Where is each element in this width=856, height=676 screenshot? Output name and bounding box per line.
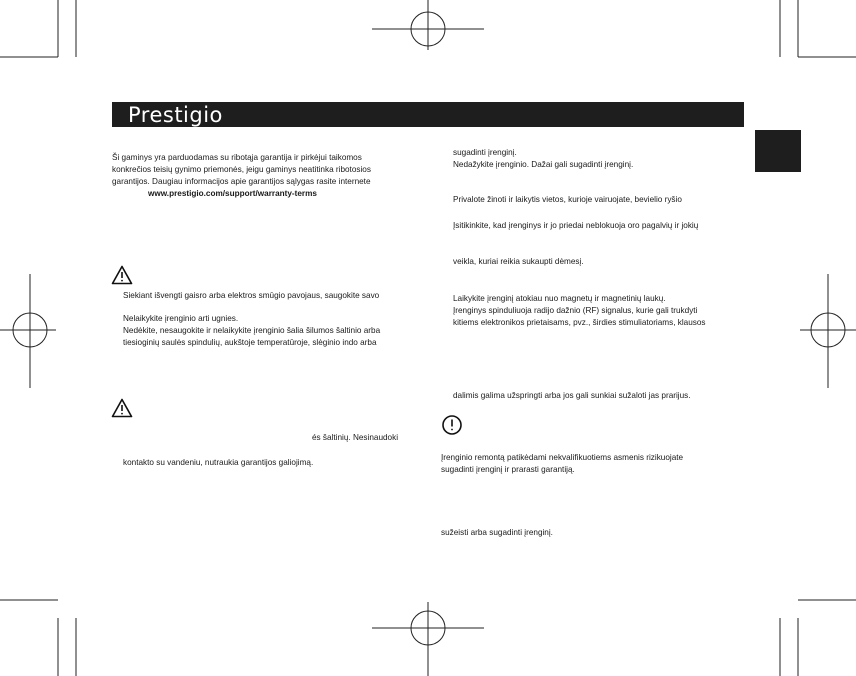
fire-warning-line: tiesioginių saulės spindulių, aukštoje temperatūroje, slėginio indo arba [123, 338, 377, 347]
intro-line: konkrečios teisių gynimo priemonės, jeigu gaminys neatitinka ribotosios [112, 165, 371, 174]
water-warning-line: kontakto su vandeniu, nutraukia garantijos galiojimą. [123, 458, 314, 467]
right-text-line: Nedažykite įrenginio. Dažai gali sugadinti įrenginį. [453, 160, 634, 169]
intro-line: Ši gaminys yra parduodamas su ribotąja garantija ir pirkėjui taikomos [112, 153, 362, 162]
repair-line: Įrenginio remontą patikėdami nekvalifikuotiems asmenis rizikuojate [441, 453, 684, 462]
right-text-line: sugadinti įrenginį. [453, 148, 517, 157]
right-text-line: Įsitikinkite, kad įrenginys ir jo priedai neblokuoja oro pagalvių ir jokių [453, 221, 699, 230]
right-text-line: kitiems elektronikos prietaisams, pvz., širdies stimuliatoriams, klausos [453, 318, 706, 327]
repair-line: sugadinti įrenginį ir prarasti garantiją. [441, 465, 575, 474]
right-text-line: Įrenginys spinduliuoja radijo dažnio (RF) signalus, kurie gali trukdyti [453, 306, 698, 315]
warranty-link[interactable]: www.prestigio.com/support/warranty-terms [148, 189, 317, 198]
language-tab [755, 130, 801, 172]
fire-warning-line: Nelaikykite įrenginio arti ugnies. [123, 314, 239, 323]
right-text-line: dalimis galima užspringti arba jos gali sunkiai sužaloti jas prarijus. [453, 391, 691, 400]
right-text-line: Privalote žinoti ir laikytis vietos, kurioje vairuojate, bevielio ryšio [453, 195, 682, 204]
water-warning-line: és šaltinių. Nesinaudoki [312, 433, 399, 442]
repair-line: sužeisti arba sugadinti įrenginį. [441, 528, 553, 537]
fire-warning-line: Siekiant išvengti gaisro arba elektros smūgio pavojaus, saugokite savo [123, 291, 380, 300]
right-text-line: Laikykite įrenginį atokiau nuo magnetų ir magnetinių laukų. [453, 294, 666, 303]
fire-warning-line: Nedėkite, nesaugokite ir nelaikykite įrenginio šalia šilumos šaltinio arba [123, 326, 381, 335]
prestigio-logo: Prestigio [128, 103, 223, 127]
warning-triangle-icon [111, 265, 133, 285]
warning-triangle-icon [111, 398, 133, 418]
right-text-line: veikla, kuriai reikia sukaupti dėmesį. [453, 257, 584, 266]
caution-circle-icon [441, 414, 463, 436]
intro-line: garantijos. Daugiau informacijos apie garantijos sąlygas rasite internete [112, 177, 371, 186]
